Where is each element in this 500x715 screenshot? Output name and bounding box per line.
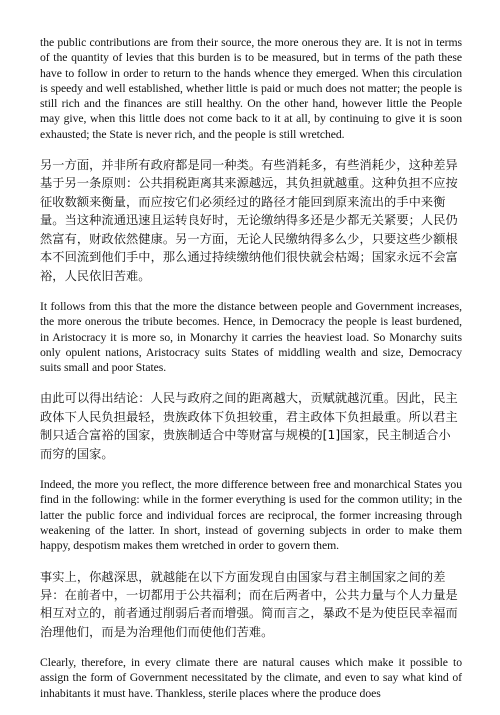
document-page [40, 35, 462, 715]
paragraph-english-4: Clearly, therefore, in every climate there are natural causes which make it possible to assign the form of Government necessitated by the climate, and even to say what kind of inhabitants it must have. Thankless, sterile places where the produce does [40, 656, 462, 700]
paragraph-english-1: the public contributions are from their source, the more onerous they are. It is not in terms of the quantity of levies that this burden is to be measured, but in terms of the path these have to follow in order to return to the hands whence they emerged. When this circulation is speedy and well established, whether little is paid or much does not matter; the people is still rich and the finances are still healthy. On the other hand, however little the People may give, when this little does not come back to it at all, by continuing to give it is soon exhausted; the State is never rich, and the people is still wretched. [40, 36, 462, 141]
paragraph-chinese-1: 另一方面，并非所有政府都是同一种类。有些消耗多，有些消耗少，这种差异基于另一条原则：公共捐税距离其来源越远，其负担就越重。这种负担不应按征收数额来衡量，而应按它们必须经过的路径才能回到原来流出的手中来衡量。当这种流通迅速且运转良好时，无论缴纳得多还是少都无关紧要；人民仍然富有，财政依然健康。另一方面，无论人民缴纳得多么少，只要这些少额根本不回流到他们手中，那么通过持续缴纳他们很快就会枯竭；国家永远不会富裕，人民依旧苦难。 [40, 158, 458, 283]
paragraph-chinese-3: 事实上，你越深思，就越能在以下方面发现自由国家与君主制国家之间的差异：在前者中，一切都用于公共福利；而在后两者中，公共力量与个人力量是相互对立的，前者通过削弱后者而增强。简而言之，暴政不是为使臣民幸福而治理他们，而是为治理他们而使他们苦难。 [40, 569, 458, 639]
paragraph-chinese-2: 由此可以得出结论：人民与政府之间的距离越大，贡赋就越沉重。因此，民主政体下人民负担最轻，贵族政体下负担较重，君主政体下负担最重。所以君主制只适合富裕的国家，贵族制适合中等财富与规模的[1]国家，民主制适合小而穷的国家。 [40, 391, 458, 461]
paragraph-english-3: Indeed, the more you reflect, the more difference between free and monarchical States you find in the following: while in the former everything is used for the common utility; in the latter the public force and individual forces are reciprocal, the former increasing through weakening of the latter. In short, instead of governing subjects in order to make them happy, despotism makes them wretched in order to govern them. [40, 478, 462, 553]
paragraph-english-2: It follows from this that the more the distance between people and Government increases, the more onerous the tribute becomes. Hence, in Democracy the people is least burdened, in Aristocracy it is more so, in Monarchy it carries the heaviest load. So Monarchy suits only opulent nations, Aristocracy suits States of middling wealth and size, Democracy suits small and poor States. [40, 299, 462, 375]
